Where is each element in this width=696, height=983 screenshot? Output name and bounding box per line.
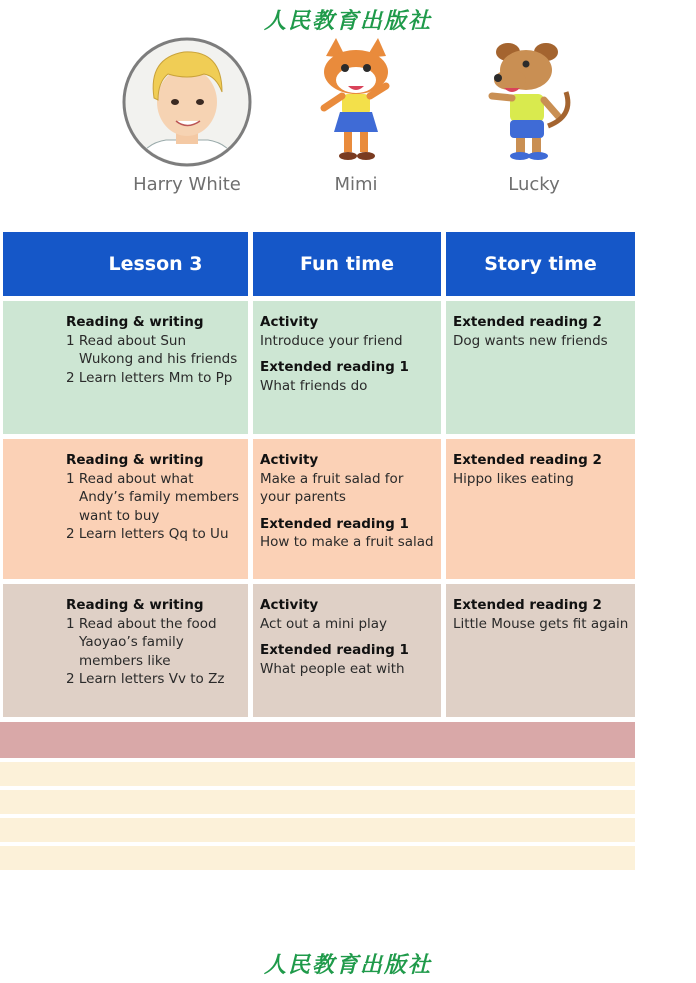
row3-fun-title2: Extended reading 1 (260, 642, 409, 658)
row2-story-text: Hippo likes eating (453, 470, 574, 487)
decor-band-cream-2 (0, 790, 635, 814)
row3-lesson-item-1: 1 Read about the food Yaoyao’s family members like (66, 615, 217, 669)
header-story-time (446, 232, 635, 296)
decor-band-rose (0, 722, 635, 758)
header-lesson (3, 232, 248, 296)
row3-story-text: Little Mouse gets fit again (453, 615, 629, 632)
row2-lesson-item-1: 1 Read about what Andy’s family members want to buy (66, 470, 239, 524)
header-lesson-label: Lesson 3 (108, 253, 203, 275)
row2-fun-text2: How to make a fruit salad (260, 534, 434, 550)
row2-fun-title: Activity (260, 452, 319, 468)
row1-fun-text: Introduce your friend (260, 332, 403, 349)
row2-lesson-cell (3, 439, 248, 579)
header-story-time-label: Story time (484, 253, 597, 275)
character-name-lucky: Lucky (508, 174, 560, 195)
row3-fun-title: Activity (260, 597, 319, 613)
decor-band-cream-4 (0, 846, 635, 870)
row3-lesson-title: Reading & writing (66, 597, 204, 613)
decor-band-cream-3 (0, 818, 635, 842)
row1-story-title: Extended reading 2 (453, 314, 602, 330)
header-fun-time (253, 232, 441, 296)
row1-lesson-cell (3, 301, 248, 434)
row1-fun-cell (253, 301, 441, 434)
row1-story-cell (446, 301, 635, 434)
row3-fun-cell (253, 584, 441, 717)
publisher-logo-top: 人民教育出版社 (263, 8, 432, 34)
row2-story-cell (446, 439, 635, 579)
row3-lesson-item-2: 2 Learn letters Vv to Zz (66, 671, 225, 687)
row1-lesson-item-1: 1 Read about Sun Wukong and his friends (66, 332, 238, 367)
boy-portrait-icon (118, 36, 256, 171)
character-mimi (300, 36, 412, 196)
row1-story-text: Dog wants new friends (453, 332, 608, 349)
row2-lesson-title: Reading & writing (66, 452, 204, 468)
row1-lesson-item-2: 2 Learn letters Mm to Pp (66, 369, 233, 386)
cat-character-icon (300, 36, 412, 166)
row3-story-cell (446, 584, 635, 717)
row2-fun-text: Make a fruit salad for your parents (260, 470, 404, 505)
row1-fun-title: Activity (260, 314, 319, 330)
row2-lesson-item-2: 2 Learn letters Qq to Uu (66, 526, 229, 542)
character-name-harry: Harry White (133, 174, 241, 195)
row2-fun-title2: Extended reading 1 (260, 515, 409, 532)
row2-fun-cell (253, 439, 441, 579)
row3-fun-text: Act out a mini play (260, 615, 388, 632)
row3-fun-text2: What people eat with (260, 660, 405, 677)
character-harry (118, 36, 256, 196)
header-fun-time-label: Fun time (300, 253, 394, 275)
row1-fun-title2: Extended reading 1 (260, 359, 409, 375)
dog-character-icon (470, 36, 598, 166)
row2-story-title: Extended reading 2 (453, 452, 602, 468)
row3-story-title: Extended reading 2 (453, 597, 602, 613)
publisher-logo-bottom: 人民教育出版社 (263, 952, 432, 978)
row3-lesson-cell (3, 584, 248, 717)
row1-lesson-title: Reading & writing (66, 314, 204, 330)
character-lucky (470, 36, 598, 196)
character-name-mimi: Mimi (334, 174, 378, 195)
decor-band-cream-1 (0, 762, 635, 786)
row1-fun-text2: What friends do (260, 377, 368, 394)
